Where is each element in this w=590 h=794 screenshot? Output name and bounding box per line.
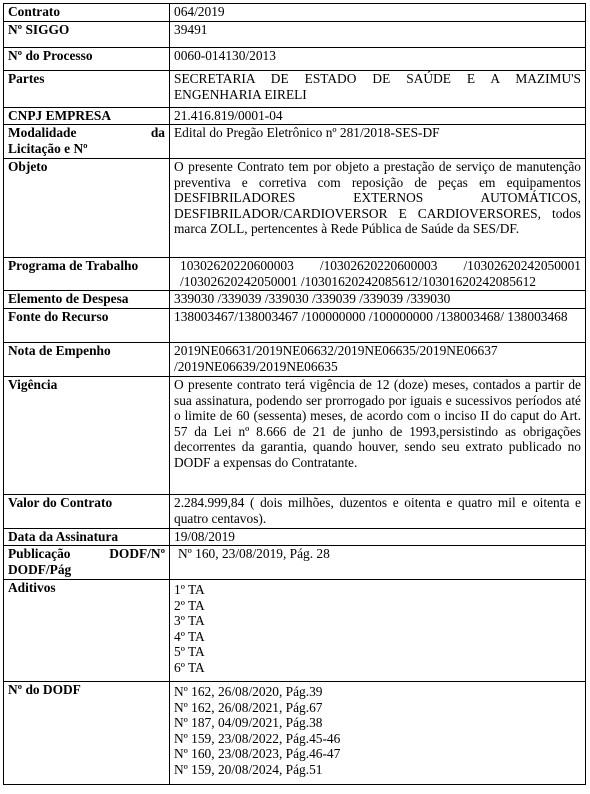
row-contrato — [4, 4, 586, 22]
value-elemento: 339030 /339039 /339030 /339039 /339039 /339030 — [170, 291, 586, 309]
value-valor: 2.284.999,84 ( dois milhões, duzentos e oitenta e quatro mil e oitenta e quatro centavos). — [170, 495, 586, 529]
row-fonte — [4, 309, 586, 343]
label-publicacao-a: Publicação — [8, 546, 71, 561]
row-vigencia — [4, 377, 586, 495]
dodf-item: Nº 159, 20/08/2024, Pág.51 — [174, 761, 323, 777]
label-assinatura: Data da Assinatura — [4, 529, 170, 546]
label-contrato: Contrato — [4, 4, 170, 22]
row-cnpj — [4, 108, 586, 125]
label-modalidade — [4, 125, 170, 159]
dodf-item: Nº 162, 26/08/2020, Pág.39 — [174, 684, 323, 699]
label-siggo: Nº SIGGO — [4, 22, 170, 48]
aditivo-item: 2º TA — [174, 597, 205, 613]
label-publicacao-c: DODF/Pág — [8, 561, 72, 577]
row-elemento — [4, 291, 586, 309]
label-elemento: Elemento de Despesa — [4, 291, 170, 309]
value-fonte: 138003467/138003467 /100000000 /100000000 /138003468/ 138003468 — [170, 309, 586, 343]
label-partes: Partes — [4, 71, 170, 108]
label-empenho: Nota de Empenho — [4, 343, 170, 377]
label-aditivos: Aditivos — [4, 580, 170, 682]
label-publicacao-b: DODF/Nº — [109, 546, 165, 561]
row-objeto — [4, 159, 586, 258]
value-objeto: O presente Contrato tem por objeto a prestação de serviço de manutenção preventiva e corretiva com reposição de peças em equipamentos DESFIBRILADORES EXTERNOS AUTOMÁTICOS, DESFIBRILADOR/CARDIOVERSOR E CARDIOVERSORES, todos marca ZOLL, pertencentes à Rede Pública de Saúde da SES/DF. — [170, 159, 586, 258]
row-dodf — [4, 682, 586, 785]
label-objeto: Objeto — [4, 159, 170, 258]
dodf-item: Nº 162, 26/08/2021, Pág.67 — [174, 699, 323, 715]
row-assinatura — [4, 529, 586, 546]
row-programa — [4, 258, 586, 291]
value-processo: 0060-014130/2013 — [170, 48, 586, 71]
aditivo-item: 6º TA — [174, 659, 205, 675]
value-programa: 10302620220600003 /10302620220600003 /10302620242050001 /10302620242050001 /10301620242085612/10301620242085612 — [170, 258, 586, 291]
aditivo-item: 4º TA — [174, 628, 205, 644]
label-modalidade-c: Licitação e Nº — [8, 140, 88, 156]
label-fonte: Fonte do Recurso — [4, 309, 170, 343]
aditivo-item: 5º TA — [174, 644, 205, 660]
label-modalidade-a: Modalidade — [8, 125, 77, 140]
row-modalidade — [4, 125, 586, 159]
row-partes — [4, 71, 586, 108]
label-cnpj: CNPJ EMPRESA — [4, 108, 170, 125]
aditivo-item: 3º TA — [174, 613, 205, 629]
row-aditivos — [4, 580, 586, 682]
value-empenho: 2019NE06631/2019NE06632/2019NE06635/2019NE06637 /2019NE06639/2019NE06635 — [170, 343, 586, 377]
row-processo — [4, 48, 586, 71]
value-vigencia: O presente contrato terá vigência de 12 (doze) meses, contados a partir de sua assinatura, podendo ser prorrogado por iguais e sucessivos períodos até o limite de 60 (sessenta) meses, de acordo com o inciso II do caput do Art. 57 da Lei nº 8.666 de 21 de junho de 1993,persistindo as obrigações decorrentes da garantia, quando houver, sendo seu extrato publicado no DODF a expensas do Contratante. — [170, 377, 586, 495]
row-empenho — [4, 343, 586, 377]
label-publicacao — [4, 546, 170, 580]
label-processo: Nº do Processo — [4, 48, 170, 71]
row-publicacao — [4, 546, 586, 580]
label-valor: Valor do Contrato — [4, 495, 170, 529]
value-partes: SECRETARIA DE ESTADO DE SAÚDE E A MAZIMU'S ENGENHARIA EIRELI — [170, 71, 586, 108]
aditivo-item: 1º TA — [174, 582, 205, 597]
dodf-item: Nº 159, 23/08/2022, Pág.45-46 — [174, 730, 341, 746]
row-siggo — [4, 22, 586, 48]
label-dodf: Nº do DODF — [4, 682, 170, 785]
value-cnpj: 21.416.819/0001-04 — [170, 108, 586, 125]
value-aditivos — [170, 580, 586, 682]
value-publicacao: Nº 160, 23/08/2019, Pág. 28 — [170, 546, 586, 580]
label-vigencia: Vigência — [4, 377, 170, 495]
row-valor — [4, 495, 586, 529]
value-dodf — [170, 682, 586, 785]
label-programa: Programa de Trabalho — [4, 258, 170, 291]
value-modalidade: Edital do Pregão Eletrônico nº 281/2018-SES-DF — [170, 125, 586, 159]
value-assinatura: 19/08/2019 — [170, 529, 586, 546]
value-contrato: 064/2019 — [170, 4, 586, 22]
dodf-item: Nº 187, 04/09/2021, Pág.38 — [174, 715, 323, 731]
contract-summary-table — [3, 3, 586, 785]
value-siggo: 39491 — [170, 22, 586, 48]
dodf-item: Nº 160, 23/08/2023, Pág.46-47 — [174, 746, 341, 762]
label-modalidade-b: da — [150, 125, 165, 140]
